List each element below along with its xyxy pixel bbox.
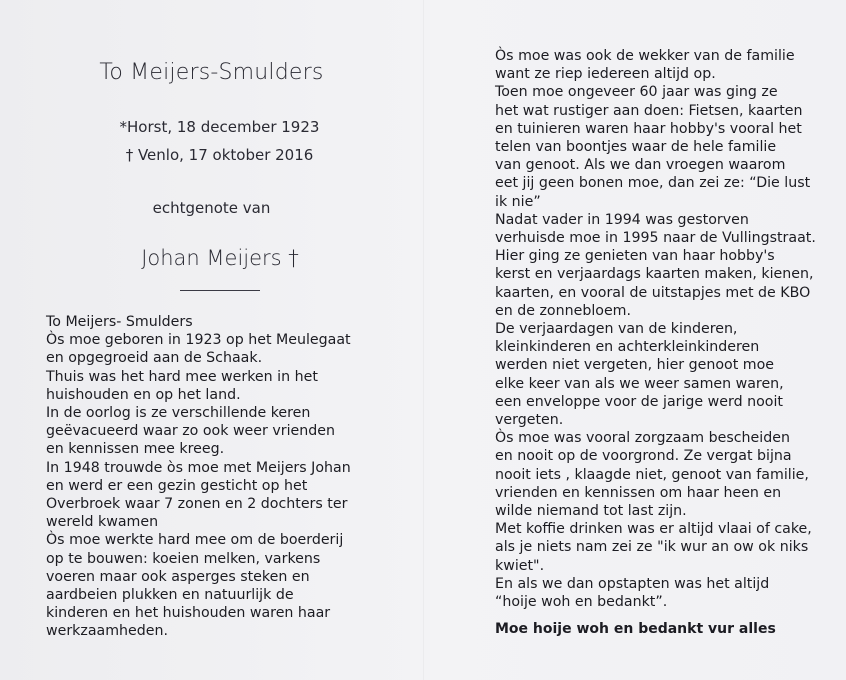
text-line: en de zonnebloem. <box>495 302 632 319</box>
text-line: “hoije woh en bedankt”. <box>495 594 668 611</box>
text-line: Òs moe was vooral zorgzaam bescheiden <box>495 430 790 447</box>
text-line: En als we dan opstapten was het altijd <box>495 575 770 592</box>
text-line: huishouden en op het land. <box>46 386 241 403</box>
text-line: Òs moe geboren in 1923 op het Meulegaat <box>46 332 351 349</box>
text-line: Toen moe ongeveer 60 jaar was ging ze <box>495 84 778 101</box>
text-line: wereld kwamen <box>46 514 159 531</box>
divider-line <box>180 290 260 291</box>
text-line: Òs moe werkte hard mee om de boerderij <box>46 532 344 549</box>
text-line: vrienden en kennissen om haar heen en <box>495 484 782 501</box>
text-line: Hier ging ze genieten van haar hobby's <box>495 248 775 265</box>
text-line: en opgegroeid aan de Schaak. <box>46 350 263 367</box>
text-line: In de oorlog is ze verschillende keren <box>46 405 311 422</box>
spouse-name: Johan Meijers † <box>141 246 299 270</box>
text-line: en nooit op de voorgrond. Ze vergat bijna <box>495 448 792 465</box>
text-line: Òs moe was ook de wekker van de familie <box>495 48 795 64</box>
text-line: kinderen en het huishouden waren haar <box>46 605 331 622</box>
text-line: kwiet". <box>495 557 545 574</box>
text-line: wilde niemand tot last zijn. <box>495 503 687 520</box>
text-line: kleinkinderen en achterkleinkinderen <box>495 339 760 356</box>
text-line: Met koffie drinken was er altijd vlaai of cake, <box>495 521 812 538</box>
text-line: De verjaardagen van de kinderen, <box>495 321 738 338</box>
text-line: werden niet vergeten, hier genoot moe <box>495 357 775 374</box>
text-line: en tuinieren waren haar hobby's vooral het <box>495 120 802 137</box>
text-line: voeren maar ook asperges steken en <box>46 568 310 585</box>
text-line: werkzaamheden. <box>46 623 168 640</box>
death-line: † Venlo, 17 oktober 2016 <box>125 146 314 164</box>
text-line: kerst en verjaardags kaarten maken, kienen, <box>495 266 814 283</box>
text-line: verhuisde moe in 1995 naar de Vullingstraat. <box>495 230 816 247</box>
text-line: en werd er een gezin gesticht op het <box>46 477 308 494</box>
text-line: telen van boontjes waar de hele familie <box>495 139 777 156</box>
text-line: To Meijers- Smulders <box>46 314 193 330</box>
text-line: want ze riep iedereen altijd op. <box>495 66 716 83</box>
biography-left <box>46 313 386 641</box>
text-line: van genoot. Als we dan vroegen waarom <box>495 157 786 174</box>
text-line: Thuis was het hard mee werken in het <box>46 368 318 385</box>
deceased-name: To Meijers-Smulders <box>99 60 324 85</box>
text-line: In 1948 trouwde òs moe met Meijers Johan <box>46 459 351 476</box>
text-line: eet jij geen bonen moe, dan zei ze: “Die lust <box>495 175 811 192</box>
text-line: Nadat vader in 1994 was gestorven <box>495 211 749 228</box>
text-line: en kennissen mee kreeg. <box>46 441 225 458</box>
birth-line: *Horst, 18 december 1923 <box>119 118 320 136</box>
text-line: vergeten. <box>495 412 564 429</box>
text-line: geëvacueerd waar zo ook weer vrienden <box>46 423 335 440</box>
text-line: als je niets nam zei ze "ik wur an ow ok niks <box>495 539 809 556</box>
text-line: op te bouwen: koeien melken, varkens <box>46 550 321 567</box>
text-line: aardbeien plukken en natuurlijk de <box>46 587 294 604</box>
closing-line: Moe hoije woh en bedankt vur alles <box>495 621 776 637</box>
spouse-intro: echtgenote van <box>152 199 271 217</box>
text-line: Overbroek waar 7 zonen en 2 dochters ter <box>46 496 348 513</box>
text-line: het wat rustiger aan doen: Fietsen, kaarten <box>495 102 803 119</box>
text-line: ik nie” <box>495 193 541 210</box>
text-line: een enveloppe voor de jarige werd nooit <box>495 393 783 410</box>
text-line: nooit iets , klaagde niet, genoot van familie, <box>495 466 809 483</box>
right-panel <box>423 0 846 680</box>
biography-right <box>495 47 815 611</box>
text-line: kaarten, en vooral de uitstapjes met de KBO <box>495 284 811 301</box>
text-line: elke keer van als we weer samen waren, <box>495 375 784 392</box>
